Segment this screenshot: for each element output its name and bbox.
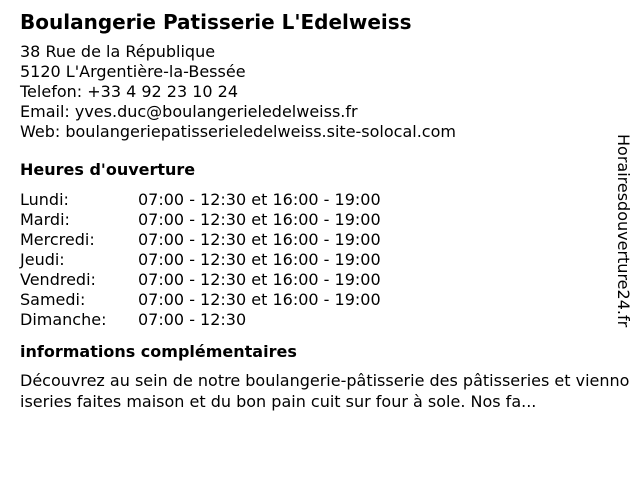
time-range: 07:00 - 12:30	[138, 310, 247, 329]
business-card	[20, 8, 632, 412]
opening-hours-table	[20, 190, 632, 330]
time-range: 07:00 - 12:30 et 16:00 - 19:00	[138, 270, 381, 289]
day-label: Dimanche:	[20, 310, 107, 329]
address-line-1: 38 Rue de la République	[20, 42, 216, 61]
hours-row-wednesday	[20, 230, 632, 250]
time-range: 07:00 - 12:30 et 16:00 - 19:00	[138, 230, 381, 249]
day-label: Jeudi:	[20, 250, 65, 269]
site-watermark: Horairesdouverture24.fr	[614, 134, 633, 328]
hours-row-saturday	[20, 290, 632, 310]
time-range: 07:00 - 12:30 et 16:00 - 19:00	[138, 210, 381, 229]
day-label: Mercredi:	[20, 230, 95, 249]
day-label: Samedi:	[20, 290, 86, 309]
day-label: Vendredi:	[20, 270, 96, 289]
email-address: Email: yves.duc@boulangerieledelweiss.fr	[20, 102, 358, 121]
website-url: Web: boulangeriepatisserieledelweiss.site-solocal.com	[20, 122, 456, 141]
time-range: 07:00 - 12:30 et 16:00 - 19:00	[138, 190, 381, 209]
hours-row-friday	[20, 270, 632, 290]
business-name: Boulangerie Patisserie L'Edelweiss	[20, 10, 412, 34]
opening-hours-heading: Heures d'ouverture	[20, 160, 196, 179]
hours-row-tuesday	[20, 210, 632, 230]
hours-row-thursday	[20, 250, 632, 270]
time-range: 07:00 - 12:30 et 16:00 - 19:00	[138, 290, 381, 309]
day-label: Mardi:	[20, 210, 70, 229]
phone-number: Telefon: +33 4 92 23 10 24	[20, 82, 239, 101]
additional-info-heading: informations complémentaires	[20, 342, 297, 361]
time-range: 07:00 - 12:30 et 16:00 - 19:00	[138, 250, 381, 269]
day-label: Lundi:	[20, 190, 69, 209]
hours-row-monday	[20, 190, 632, 210]
hours-row-sunday	[20, 310, 632, 330]
additional-info-text: Découvrez au sein de notre boulangerie-pâtisserie des pâtisseries et viennoiseries faites maison et du bon pain cuit sur four à sole. Nos fa...	[20, 371, 630, 411]
address-line-2: 5120 L'Argentière-la-Bessée	[20, 62, 246, 81]
